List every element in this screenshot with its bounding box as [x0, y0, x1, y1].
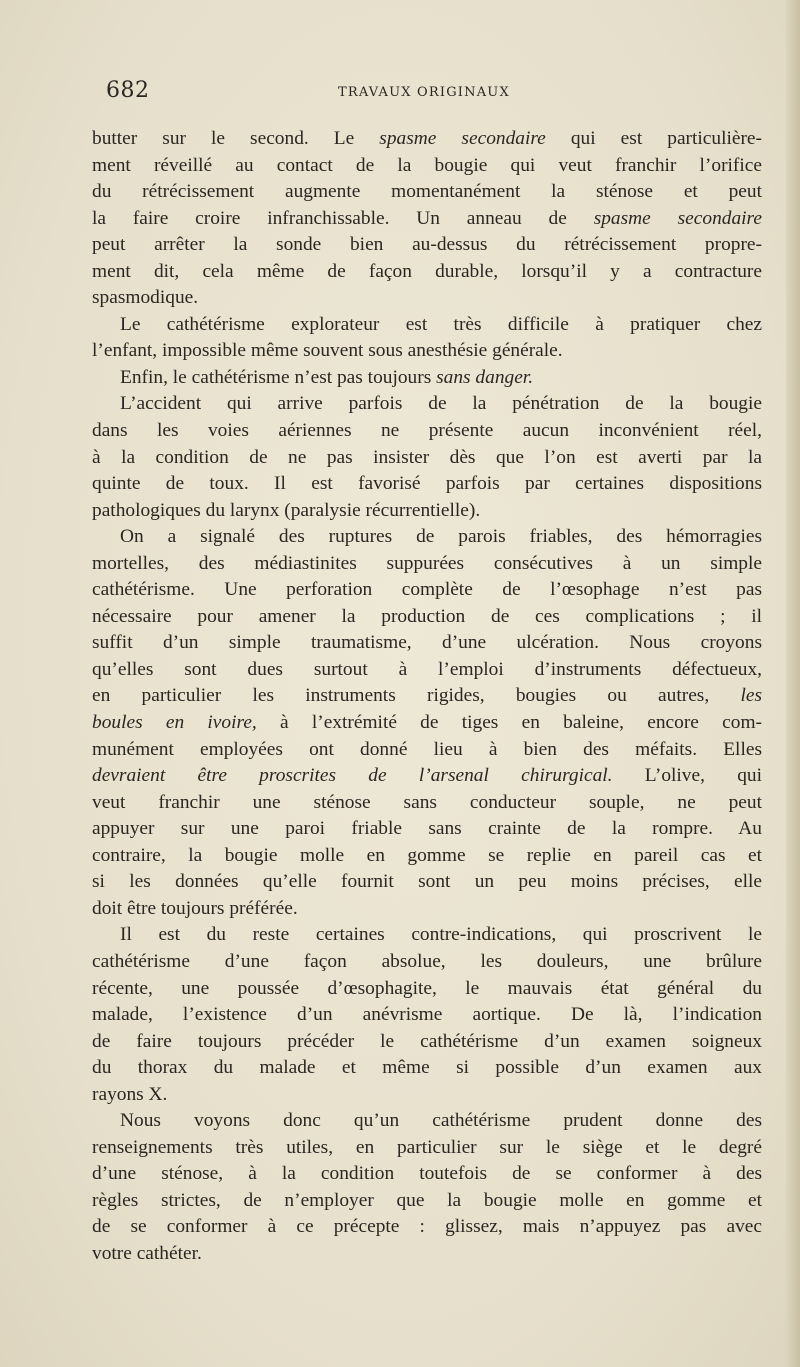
paragraph: [92, 922, 762, 1108]
text-run: de faire toujours précéder le cathétérisme d’un examen soigneux: [92, 1030, 762, 1052]
text-run: récente, une poussée d’œsophagite, le mauvais état général du: [92, 977, 762, 999]
text-line: [92, 232, 762, 259]
text-line: [92, 312, 762, 339]
text-run: du thorax du malade et même si possible d’un examen aux: [92, 1057, 762, 1079]
paragraph: [92, 391, 762, 524]
text-run: qu’elles sont dues surtout à l’emploi d’instruments défectueux,: [92, 658, 762, 680]
text-run: nécessaire pour amener la production de ces complications ; il: [92, 605, 762, 627]
text-line: [92, 153, 762, 180]
text-line: [92, 418, 762, 445]
text-run: On a signalé des ruptures de parois friables, des hémorragies: [120, 526, 762, 548]
text-run: Enfin, le cathétérisme n’est pas toujours: [120, 366, 437, 388]
text-run: malade, l’existence d’un anévrisme aortique. De là, l’indication: [92, 1004, 762, 1026]
body-text: [92, 126, 762, 1268]
text-run: l’enfant, impossible même souvent sous anesthésie générale.: [92, 340, 563, 362]
text-line: [92, 1108, 762, 1135]
text-run: pathologiques du larynx (paralysie récurrentielle).: [92, 499, 481, 521]
italic-text: sans danger.: [436, 366, 534, 388]
text-line: [92, 737, 762, 764]
text-run: L’accident qui arrive parfois de la pénétration de la bougie: [120, 393, 762, 415]
text-line: [92, 843, 762, 870]
text-line: [92, 498, 762, 525]
text-run: Le cathétérisme explorateur est très difficile à pratiquer chez: [120, 313, 762, 335]
text-line: [92, 577, 762, 604]
text-line: [92, 657, 762, 684]
text-run: renseignements très utiles, en particulier sur le siège et le degré: [92, 1136, 762, 1158]
text-line: [92, 790, 762, 817]
text-run: règles strictes, de n’employer que la bougie molle en gomme et: [92, 1189, 762, 1211]
text-run: spasmodique.: [92, 287, 199, 309]
text-run: peut arrêter la sonde bien au-dessus du rétrécissement propre-: [92, 234, 762, 256]
text-line: [92, 1188, 762, 1215]
text-line: [92, 1135, 762, 1162]
text-line: [92, 471, 762, 498]
italic-text: devraient être proscrites de l’arsenal chirurgical.: [92, 765, 613, 787]
text-line: [92, 524, 762, 551]
text-run: qui est particulière-: [545, 128, 762, 149]
text-run: appuyer sur une paroi friable sans crainte de la rompre. Au: [92, 818, 762, 840]
text-line: [92, 683, 762, 710]
text-line: [92, 1241, 762, 1268]
text-line: [92, 285, 762, 312]
text-line: [92, 179, 762, 206]
text-run: Il est du reste certaines contre-indications, qui proscrivent le: [120, 924, 762, 946]
text-line: [92, 206, 762, 233]
text-run: la faire croire infranchissable. Un anneau de: [92, 207, 594, 229]
text-line: [92, 1029, 762, 1056]
text-line: [92, 126, 762, 153]
text-line: [92, 391, 762, 418]
text-run: Nous voyons donc qu’un cathétérisme prudent donne des: [120, 1110, 762, 1132]
text-line: [92, 763, 762, 790]
running-head: TRAVAUX ORIGINAUX: [338, 85, 510, 100]
text-line: [92, 365, 762, 392]
text-run: votre cathéter.: [92, 1242, 202, 1264]
paragraph: [92, 1108, 762, 1267]
text-line: [92, 1082, 762, 1109]
text-line: [92, 1055, 762, 1082]
text-line: [92, 710, 762, 737]
italic-text: boules en ivoire,: [92, 712, 257, 734]
paragraph: [92, 365, 762, 392]
text-line: [92, 949, 762, 976]
text-line: [92, 816, 762, 843]
text-line: [92, 338, 762, 365]
text-run: mortelles, des médiastinites suppurées consécutives à un simple: [92, 552, 762, 574]
page-number: 682: [106, 78, 150, 103]
text-run: à la condition de ne pas insister dès que l’on est averti par la: [92, 446, 762, 468]
text-run: veut franchir une sténose sans conducteur souple, ne peut: [92, 791, 762, 813]
text-line: [92, 551, 762, 578]
italic-text: spasme secondaire: [593, 207, 762, 229]
paragraph: [92, 126, 762, 312]
text-line: [92, 445, 762, 472]
page-header: [106, 78, 796, 108]
text-run: si les données qu’elle fournit sont un peu moins précises, elle: [92, 871, 762, 893]
text-line: [92, 922, 762, 949]
text-run: ment réveillé au contact de la bougie qui veut franchir l’orifice: [92, 154, 762, 176]
text-run: quinte de toux. Il est favorisé parfois par certaines dispositions: [92, 473, 762, 495]
text-line: [92, 1161, 762, 1188]
text-line: [92, 604, 762, 631]
text-line: [92, 869, 762, 896]
text-run: cathétérisme. Une perforation complète de l’œsophage n’est pas: [92, 579, 762, 601]
text-run: contraire, la bougie molle en gomme se replie en pareil cas et: [92, 844, 762, 866]
italic-text: spasme secondaire: [379, 128, 546, 149]
text-run: en particulier les instruments rigides, bougies ou autres,: [92, 685, 741, 707]
text-run: suffit d’un simple traumatisme, d’une ulcération. Nous croyons: [92, 632, 762, 654]
text-run: L’olive, qui: [612, 765, 762, 787]
page-edge: [786, 0, 800, 1367]
italic-text: les: [740, 685, 762, 707]
text-run: de se conformer à ce précepte : glissez, mais n’appuyez pas avec: [92, 1216, 762, 1238]
text-run: rayons X.: [92, 1083, 168, 1105]
text-line: [92, 630, 762, 657]
text-run: dans les voies aériennes ne présente aucun inconvénient réel,: [92, 420, 762, 442]
text-line: [92, 1214, 762, 1241]
text-run: ment dit, cela même de façon durable, lorsqu’il y a contracture: [92, 260, 762, 282]
text-line: [92, 1002, 762, 1029]
paragraph: [92, 524, 762, 922]
text-line: [92, 896, 762, 923]
text-run: d’une sténose, à la condition toutefois de se conformer à des: [92, 1163, 762, 1185]
text-line: [92, 259, 762, 286]
text-run: doit être toujours préférée.: [92, 897, 298, 919]
text-run: munément employées ont donné lieu à bien des méfaits. Elles: [92, 738, 762, 760]
paragraph: [92, 312, 762, 365]
text-run: butter sur le second. Le: [92, 128, 380, 149]
text-run: cathétérisme d’une façon absolue, les douleurs, une brûlure: [92, 950, 762, 972]
text-line: [92, 976, 762, 1003]
text-run: à l’extrémité de tiges en baleine, encore com-: [256, 712, 762, 734]
text-run: du rétrécissement augmente momentanément la sténose et peut: [92, 181, 762, 203]
